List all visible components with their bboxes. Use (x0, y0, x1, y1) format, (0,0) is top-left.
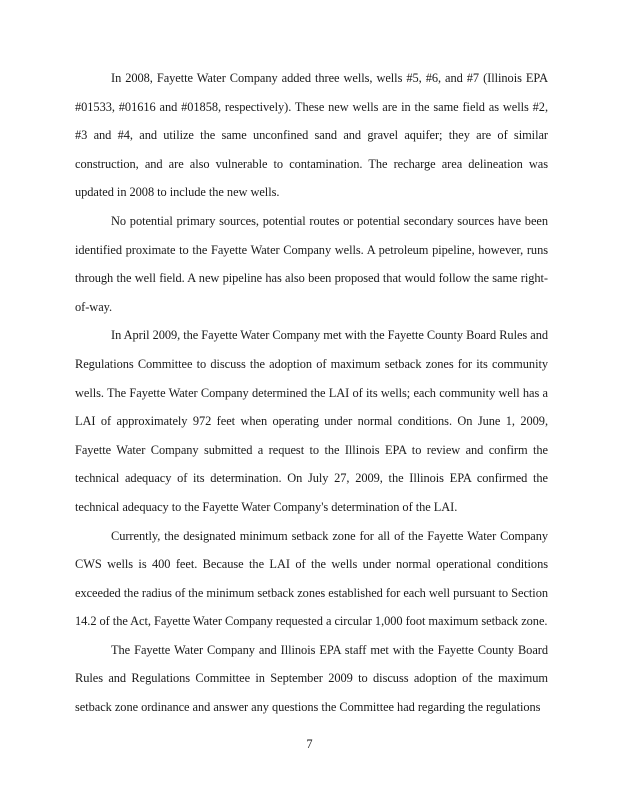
page-number: 7 (306, 737, 313, 751)
paragraph-lai-determination: In April 2009, the Fayette Water Company met with the Fayette County Board Rules and Regulations Committee to discuss the adoption of maximum setback zones for its community wells. The Fayette Water Company determined the LAI of its wells; each community well has a LAI of approximately 972 feet when operating under normal conditions. On June 1, 2009, Fayette Water Company submitted a request to the Illinois EPA to review and confirm the technical adequacy of its determination. On July 27, 2009, the Illinois EPA confirmed the technical adequacy to the Fayette Water Company's determination of the LAI. (75, 328, 548, 514)
paragraph-new-wells: In 2008, Fayette Water Company added three wells, wells #5, #6, and #7 (Illinois EPA #01533, #01616 and #01858, respectively). These new wells are in the same field as wells #2, #3 and #4, and utilize the same unconfined sand and gravel aquifer; they are of similar construction, and are also vulnerable to contamination. The recharge area delineation was updated in 2008 to include the new wells. (75, 71, 548, 200)
paragraph-committee-meeting: The Fayette Water Company and Illinois EPA staff met with the Fayette County Board Rules and Regulations Committee in September 2009 to discuss adoption of the maximum setback zone ordinance and answer any questions the Committee had regarding the regulations (75, 642, 548, 715)
paragraph-potential-sources: No potential primary sources, potential routes or potential secondary sources have been identified proximate to the Fayette Water Company wells. A petroleum pipeline, however, runs through the well field. A new pipeline has also been proposed that would follow the same right-of-way. (75, 213, 548, 314)
paragraph-setback-zone: Currently, the designated minimum setback zone for all of the Fayette Water Company CWS wells is 400 feet. Because the LAI of the wells under normal operational conditions exceeded the radius of the minimum setback zones established for each well pursuant to Section 14.2 of the Act, Fayette Water Company requested a circular 1,000 foot maximum setback zone. (75, 528, 548, 629)
document-body (75, 64, 548, 722)
